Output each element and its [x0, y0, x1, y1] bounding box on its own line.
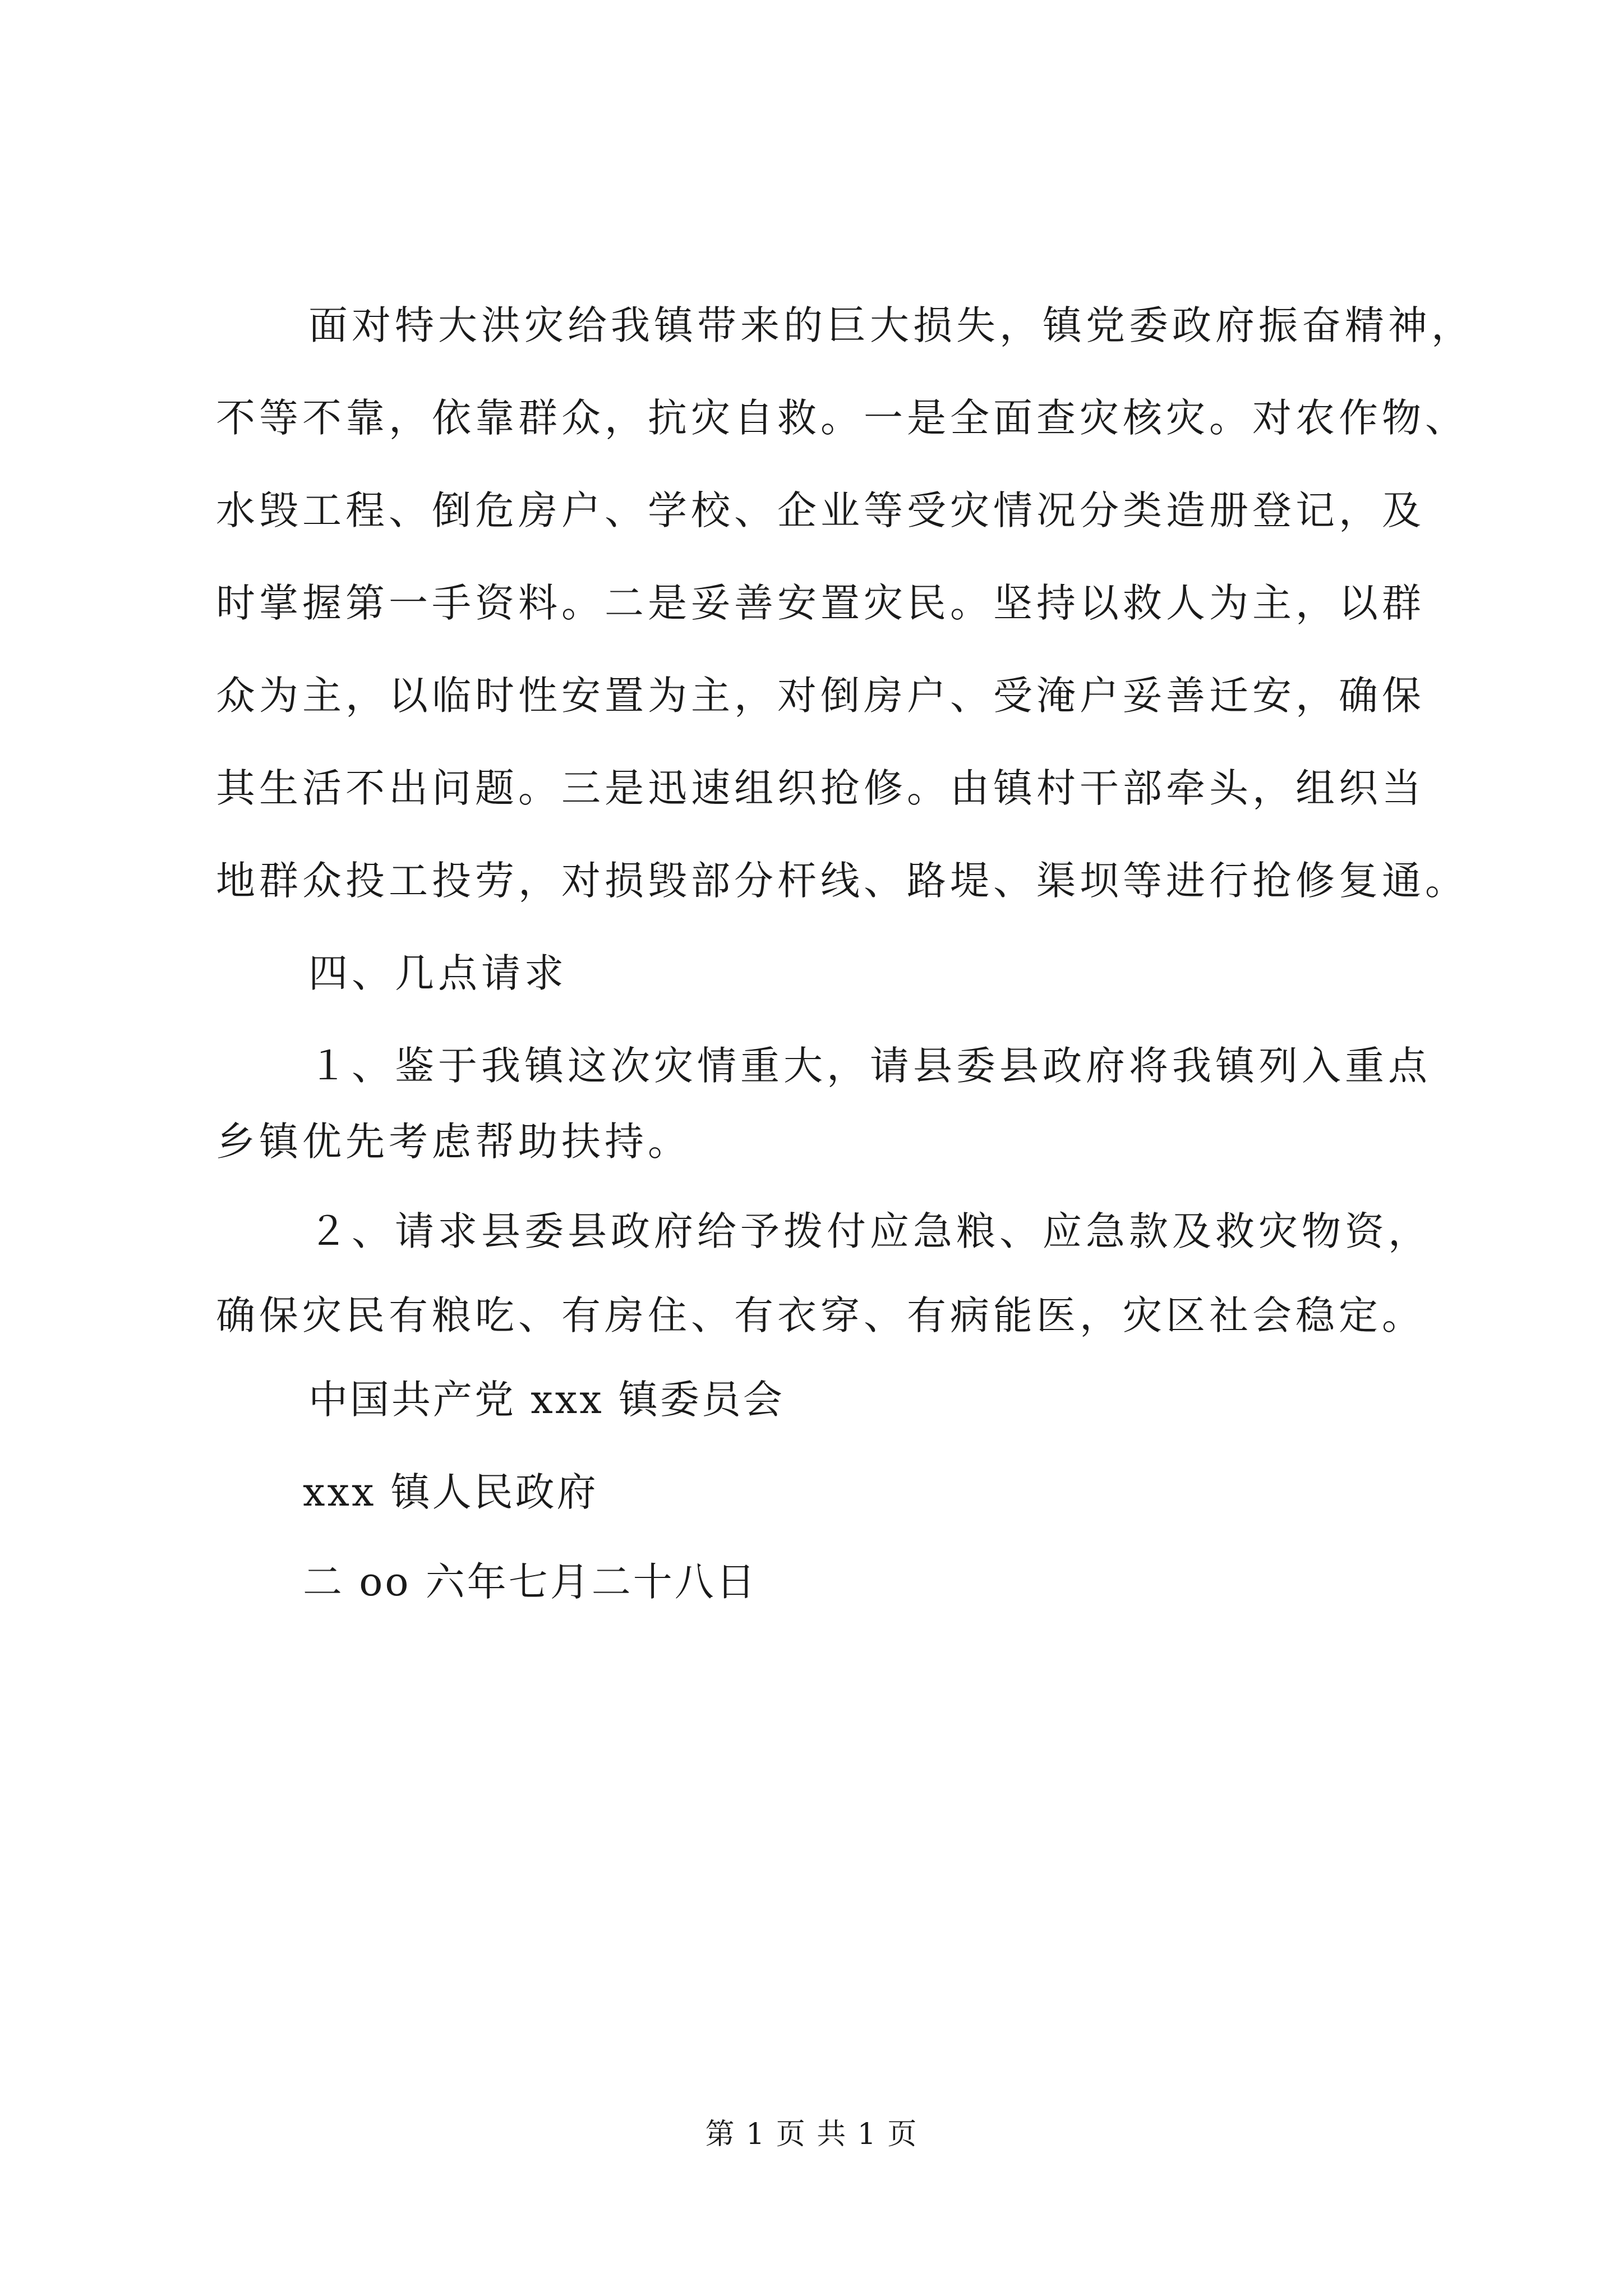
signature-government: xxx 镇人民政府: [303, 1469, 598, 1515]
signature-date: 二 oo 六年七月二十八日: [303, 1559, 758, 1605]
body-line-2: 不等不靠，依靠群众，抗灾自救。一是全面查灾核灾。对农作物、: [216, 395, 1468, 441]
signature-party-committee: 中国共产党 xxx 镇委员会: [308, 1377, 785, 1423]
section-heading: 四、几点请求: [308, 950, 568, 996]
body-line-3: 水毁工程、倒危房户、学校、企业等受灾情况分类造册登记，及: [216, 487, 1425, 533]
request-2-line-1: ２、请求县委县政府给予拨付应急粮、应急款及救灾物资，: [308, 1208, 1431, 1254]
request-1-line-1: １、鉴于我镇这次灾情重大，请县委县政府将我镇列入重点: [308, 1043, 1431, 1089]
body-line-4: 时掌握第一手资料。二是妥善安置灾民。坚持以救人为主，以群: [216, 580, 1425, 626]
body-line-6: 其生活不出问题。三是迅速组织抢修。由镇村干部牵头，组织当: [216, 765, 1425, 811]
page-footer: 第 1 页 共 1 页: [705, 2118, 918, 2151]
request-2-line-2: 确保灾民有粮吃、有房住、有衣穿、有病能医，灾区社会稳定。: [216, 1292, 1425, 1338]
request-1-line-2: 乡镇优先考虑帮助扶持。: [216, 1119, 691, 1165]
body-line-7: 地群众投工投劳，对损毁部分杆线、路堤、渠坝等进行抢修复通。: [216, 858, 1468, 904]
body-line-1: 面对特大洪灾给我镇带来的巨大损失，镇党委政府振奋精神，: [308, 302, 1474, 348]
body-line-5: 众为主，以临时性安置为主，对倒房户、受淹户妥善迁安，确保: [216, 673, 1425, 719]
